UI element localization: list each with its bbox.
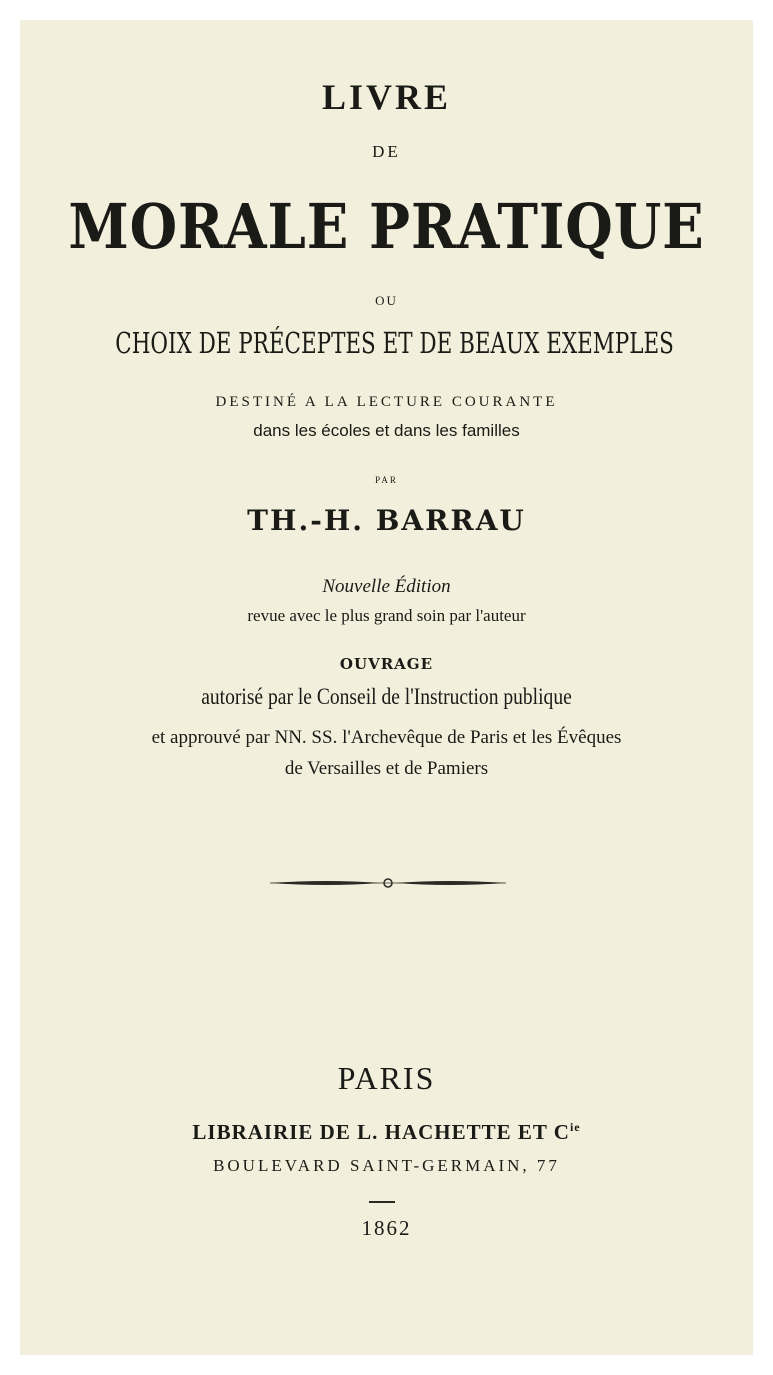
ornament-divider-icon [268,875,508,891]
purpose-line: DESTINÉ A LA LECTURE COURANTE [215,394,558,410]
publication-year: 1862 [361,1216,412,1240]
edition-label: Nouvelle Édition [322,576,451,597]
short-rule [369,1201,395,1203]
heading-livre: LIVRE [321,77,452,117]
subtitle: CHOIX DE PRÉCEPTES ET DE BEAUX EXEMPLES [115,326,674,360]
authorization-line: autorisé par le Conseil de l'Instruction publique [201,684,572,709]
publisher-text: LIBRAIRIE DE L. HACHETTE ET C [192,1120,570,1144]
publisher-superscript: ie [569,1120,581,1134]
imprint-city: PARIS [337,1060,436,1096]
publisher-name [20,1120,753,1145]
by-label: PAR [375,475,398,485]
approval-line: et approuvé par NN. SS. l'Archevêque de Paris et les Évêques [151,727,622,748]
audience-line: dans les écoles et dans les familles [253,421,520,440]
approval-line-continued: de Versailles et de Pamiers [284,758,489,779]
author-name: TH.-H. BARRAU [247,504,526,537]
conjunction-ou: OU [375,293,398,308]
heading-de: DE [372,142,401,161]
publisher-address: BOULEVARD SAINT-GERMAIN, 77 [213,1156,560,1175]
revision-note: revue avec le plus grand soin par l'auteur [247,606,526,625]
title-page [20,20,753,1355]
main-title: MORALE PRATIQUE [68,190,705,263]
ouvrage-label: OUVRAGE [339,655,434,673]
